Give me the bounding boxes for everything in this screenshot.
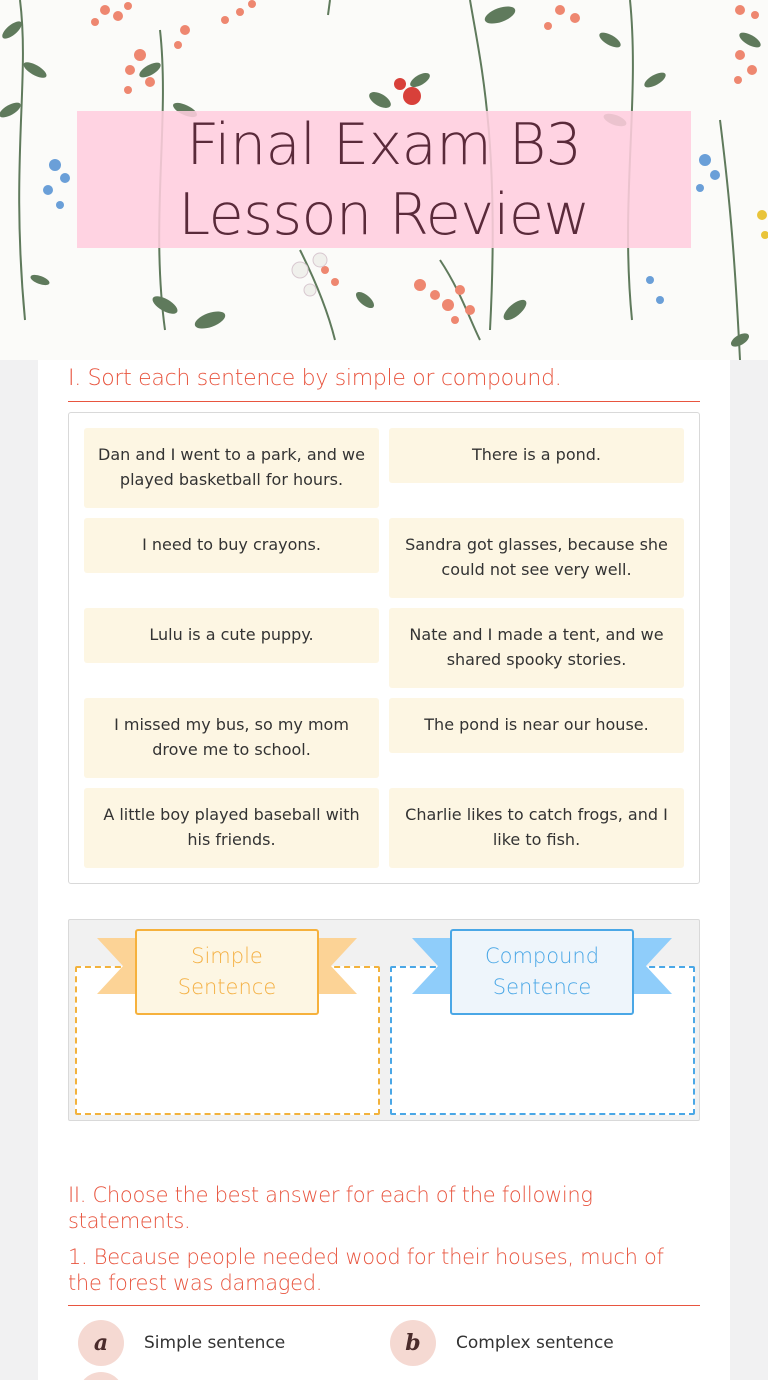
option-a-text: Simple sentence bbox=[144, 1333, 286, 1353]
sentence-card[interactable]: Charlie likes to catch frogs, and I like to fish. bbox=[389, 788, 684, 868]
worksheet bbox=[38, 360, 730, 1380]
option-a-badge[interactable]: a bbox=[78, 1320, 124, 1366]
option-b-badge[interactable]: b bbox=[390, 1320, 436, 1366]
compound-sentence-label: Compound Sentence bbox=[450, 929, 634, 1015]
sentence-cards-container bbox=[68, 412, 700, 884]
question-1-rule bbox=[68, 1305, 700, 1306]
section2-title: II. Choose the best answer for each of the following statements. bbox=[68, 1183, 593, 1233]
question-1-text: 1. Because people needed wood for their houses, much of the forest was damaged. bbox=[68, 1245, 664, 1295]
sentence-card[interactable]: Nate and I made a tent, and we shared spooky stories. bbox=[389, 608, 684, 688]
sentence-card[interactable]: Dan and I went to a park, and we played basketball for hours. bbox=[84, 428, 379, 508]
sort-drop-area bbox=[68, 919, 700, 1121]
page-title-line2: Lesson Review bbox=[178, 181, 590, 248]
section1-rule bbox=[68, 401, 700, 402]
sentence-card[interactable]: A little boy played baseball with his friends. bbox=[84, 788, 379, 868]
sentence-card[interactable]: I need to buy crayons. bbox=[84, 518, 379, 573]
option-b[interactable] bbox=[390, 1320, 614, 1366]
option-b-text: Complex sentence bbox=[456, 1333, 614, 1353]
header-banner bbox=[0, 0, 768, 360]
title-box bbox=[77, 111, 691, 248]
sentence-card[interactable]: There is a pond. bbox=[389, 428, 684, 483]
simple-sentence-label: Simple Sentence bbox=[135, 929, 319, 1015]
sentence-card[interactable]: Sandra got glasses, because she could not see very well. bbox=[389, 518, 684, 598]
page-title-line1: Final Exam B3 bbox=[186, 111, 582, 178]
sentence-card[interactable]: The pond is near our house. bbox=[389, 698, 684, 753]
option-c-badge-partial[interactable] bbox=[78, 1372, 124, 1380]
sentence-card[interactable]: Lulu is a cute puppy. bbox=[84, 608, 379, 663]
section1-title: I. Sort each sentence by simple or compound. bbox=[68, 366, 562, 391]
option-a[interactable] bbox=[78, 1320, 285, 1366]
sentence-card[interactable]: I missed my bus, so my mom drove me to school. bbox=[84, 698, 379, 778]
